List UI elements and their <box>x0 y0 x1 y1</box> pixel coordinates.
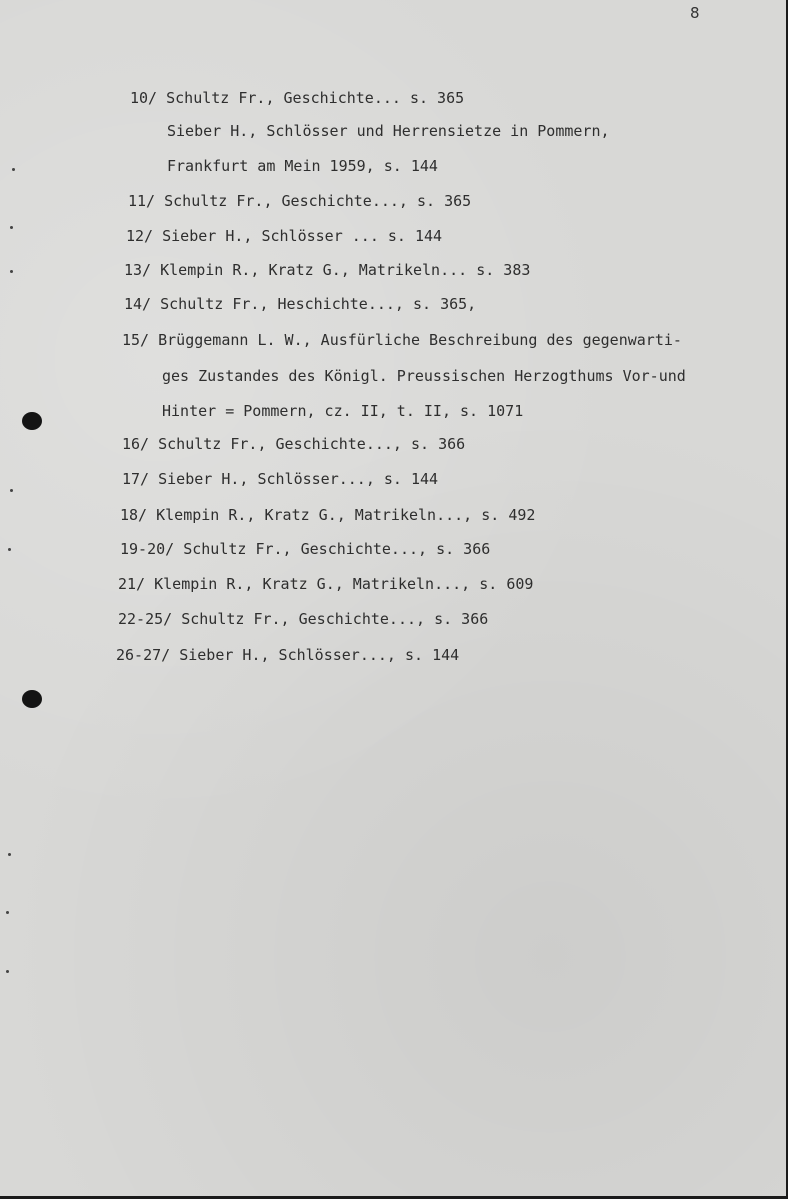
footnote-line: ges Zustandes des Königl. Preussischen Herzogthums Vor-und <box>162 367 686 385</box>
footnote-line: 11/ Schultz Fr., Geschichte..., s. 365 <box>128 192 472 210</box>
punch-hole <box>22 412 42 430</box>
paper-speck <box>8 853 11 856</box>
footnote-line: 26-27/ Sieber H., Schlösser..., s. 144 <box>116 646 460 664</box>
paper-speck <box>10 226 13 229</box>
footnote-line: 14/ Schultz Fr., Heschichte..., s. 365, <box>124 295 477 313</box>
paper-speck <box>8 548 11 551</box>
paper-speck <box>6 911 9 914</box>
footnote-line: 18/ Klempin R., Kratz G., Matrikeln..., s. 492 <box>120 506 536 524</box>
punch-hole <box>22 690 42 708</box>
footnote-line: 22-25/ Schultz Fr., Geschichte..., s. 366 <box>118 610 489 628</box>
paper-speck <box>12 168 15 171</box>
footnote-line: 10/ Schultz Fr., Geschichte... s. 365 <box>130 89 465 107</box>
footnote-line: 17/ Sieber H., Schlösser..., s. 144 <box>122 470 439 488</box>
footnote-line: 15/ Brüggemann L. W., Ausfürliche Beschreibung des gegenwarti- <box>122 331 682 349</box>
footnote-line: 12/ Sieber H., Schlösser ... s. 144 <box>126 227 443 245</box>
footnote-line: 21/ Klempin R., Kratz G., Matrikeln..., s. 609 <box>118 575 534 593</box>
paper-speck <box>6 970 9 973</box>
paper-speck <box>10 270 13 273</box>
footnote-line: Frankfurt am Mein 1959, s. 144 <box>167 157 438 175</box>
paper-speck <box>10 489 13 492</box>
footnote-line: Sieber H., Schlösser und Herrensietze in Pommern, <box>167 122 610 140</box>
page-number: 8 <box>690 4 700 22</box>
footnote-line: 19-20/ Schultz Fr., Geschichte..., s. 366 <box>120 540 491 558</box>
footnote-line: 13/ Klempin R., Kratz G., Matrikeln... s. 383 <box>124 261 531 279</box>
footnote-line: Hinter = Pommern, cz. II, t. II, s. 1071 <box>162 402 524 420</box>
footnote-line: 16/ Schultz Fr., Geschichte..., s. 366 <box>122 435 466 453</box>
